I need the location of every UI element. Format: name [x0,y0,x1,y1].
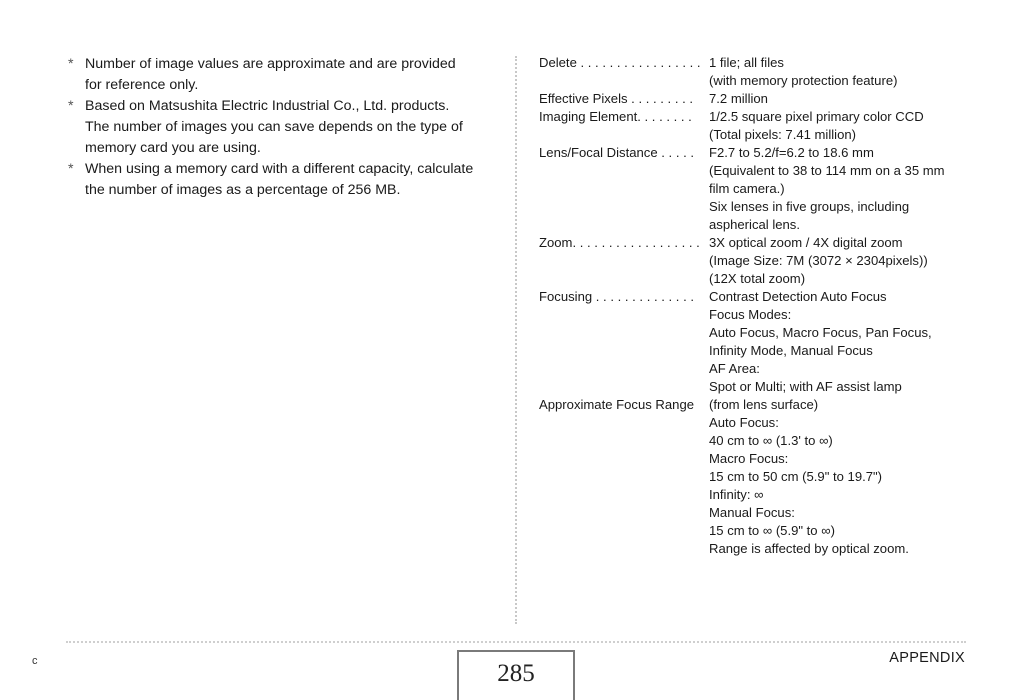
note-item [68,54,508,96]
note-line: The number of images you can save depends on the type of [85,119,463,135]
spec-label: Effective Pixels . . . . . . . . . [539,91,694,106]
note-line: Based on Matsushita Electric Industrial Co., Ltd. products. [85,98,450,114]
spec-value-line: Six lenses in five groups, including [709,199,910,214]
spec-value-line: (Image Size: 7M (3072 × 2304pixels)) [709,253,928,268]
spec-value-line: (Equivalent to 38 to 114 mm on a 35 mm [709,163,945,178]
spec-value-line: (Total pixels: 7.41 million) [709,127,856,142]
spec-value-line: Infinity Mode, Manual Focus [709,343,873,358]
note-item [68,159,508,201]
spec-values [709,90,979,108]
spec-value-line: (from lens surface) [709,397,819,412]
note-line: for reference only. [85,77,199,93]
spec-row [539,54,979,90]
spec-value-line: 15 cm to ∞ (5.9" to ∞) [709,523,835,538]
footer-rule [66,641,966,643]
note-line: When using a memory card with a different capacity, calculate [85,161,474,177]
notes-column [68,54,508,201]
spec-values [709,144,979,234]
spec-value-line: (with memory protection feature) [709,73,898,88]
spec-label: Approximate Focus Range [539,397,695,412]
spec-row [539,288,979,396]
spec-value-line: Contrast Detection Auto Focus [709,289,887,304]
note-line: the number of images as a percentage of 256 MB. [85,182,401,198]
spec-label: Lens/Focal Distance . . . . . [539,145,695,160]
spec-value-line: 40 cm to ∞ (1.3' to ∞) [709,433,833,448]
spec-label: Focusing . . . . . . . . . . . . . . [539,289,694,304]
spec-value-line: Infinity: ∞ [709,487,764,502]
spec-value-line: 7.2 million [709,91,768,106]
spec-value-line: film camera.) [709,181,785,196]
spec-value-line: 3X optical zoom / 4X digital zoom [709,235,903,250]
spec-value-line: 1/2.5 square pixel primary color CCD [709,109,924,124]
spec-value-line: (12X total zoom) [709,271,806,286]
spec-value-line: Range is affected by optical zoom. [709,541,909,556]
spec-row [539,234,979,288]
spec-values [709,234,979,288]
spec-values [709,54,979,90]
spec-value-line: Spot or Multi; with AF assist lamp [709,379,902,394]
note-line: Number of image values are approximate and are provided [85,56,456,72]
spec-row [539,108,979,144]
spec-values [709,288,979,396]
page-number-box [457,650,575,700]
note-bullet: * [68,56,74,72]
spec-value-line: Focus Modes: [709,307,792,322]
spec-value-line: 1 file; all files [709,55,784,70]
specifications-column [539,54,979,558]
spec-row [539,90,979,108]
spec-values [709,108,979,144]
page-number: 285 [497,660,535,687]
note-item [68,96,508,159]
spec-value-line: aspherical lens. [709,217,800,232]
spec-values [709,396,979,558]
note-line: memory card you are using. [85,140,261,156]
spec-value-line: Auto Focus, Macro Focus, Pan Focus, [709,325,932,340]
note-bullet: * [68,98,74,114]
spec-value-line: Macro Focus: [709,451,789,466]
corner-mark: c [32,655,38,667]
spec-row [539,144,979,234]
column-divider [515,56,517,624]
spec-label: Imaging Element. . . . . . . . [539,109,692,124]
spec-value-line: AF Area: [709,361,760,376]
spec-value-line: Manual Focus: [709,505,795,520]
spec-row [539,396,979,558]
spec-value-line: Auto Focus: [709,415,779,430]
spec-value-line: F2.7 to 5.2/f=6.2 to 18.6 mm [709,145,874,160]
note-bullet: * [68,161,74,177]
spec-value-line: 15 cm to 50 cm (5.9" to 19.7") [709,469,883,484]
spec-label: Delete . . . . . . . . . . . . . . . . . [539,55,701,70]
section-label: APPENDIX [889,650,965,666]
spec-label: Zoom. . . . . . . . . . . . . . . . . . [539,235,700,250]
